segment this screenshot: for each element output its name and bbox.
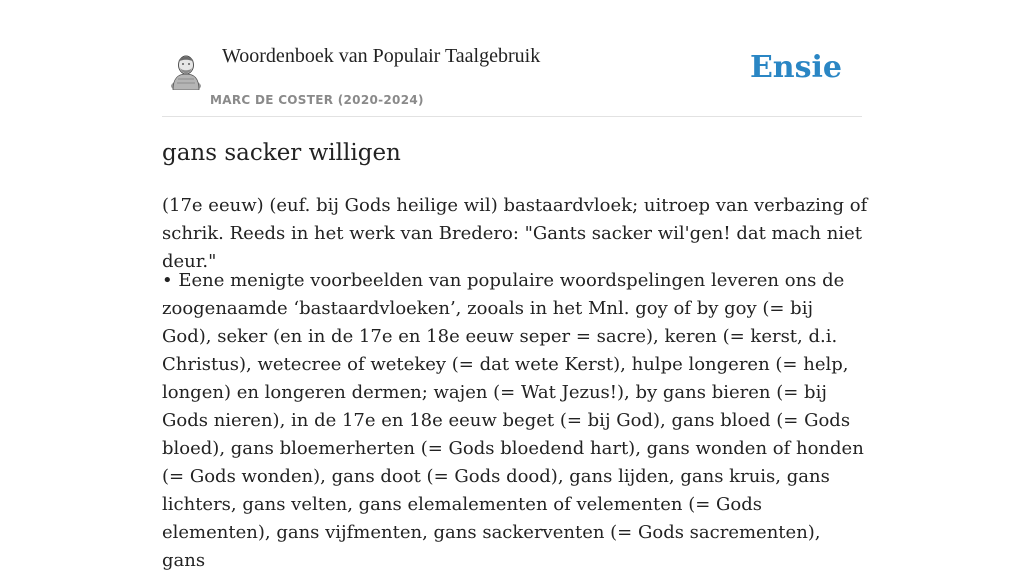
ensie-logo[interactable]: Ensie: [749, 50, 842, 85]
page: [162, 0, 868, 571]
site-header: [162, 0, 862, 117]
author-byline: MARC DE COSTER (2020-2024): [210, 93, 424, 107]
entry-explanation: • Eene menigte voorbeelden van populaire woordspelingen leveren ons de zoogenaamde ‘bastaardvloeken’, zooals in het Mnl. goy of by goy (= bij God), seker (en in de 17e en 18e eeuw seper = sacre), keren (= kerst, d.i. Christus), wetecree of wetekey (= dat wete Kerst), hulpe longeren (= help, longen) en longeren dermen; wajen (= Wat Jezus!), by gans bieren (= bij Gods nieren), in de 17e en 18e eeuw beget (= bij God), gans bloed (= Gods bloed), gans bloemerherten (= Gods bloedend hart), gans wonden of honden (= Gods wonden), gans doot (= Gods dood), gans lijden, gans kruis, gans lichters, gans velten, gans elemalementen of velementen (= Gods elementen), gans vijfmenten, gans sackerventen (= Gods sacrementen), gans: [162, 270, 864, 571]
entry-definition: (17e eeuw) (euf. bij Gods heilige wil) bastaardvloek; uitroep van verbazing of schrik. Reeds in het werk van Bredero: "Gants sacker wil'gen! dat mach niet deur.": [162, 195, 868, 272]
dictionary-title[interactable]: Woordenboek van Populair Taalgebruik: [222, 45, 541, 67]
author-portrait-icon: [168, 50, 204, 90]
entry-term: gans sacker willigen: [162, 140, 401, 166]
